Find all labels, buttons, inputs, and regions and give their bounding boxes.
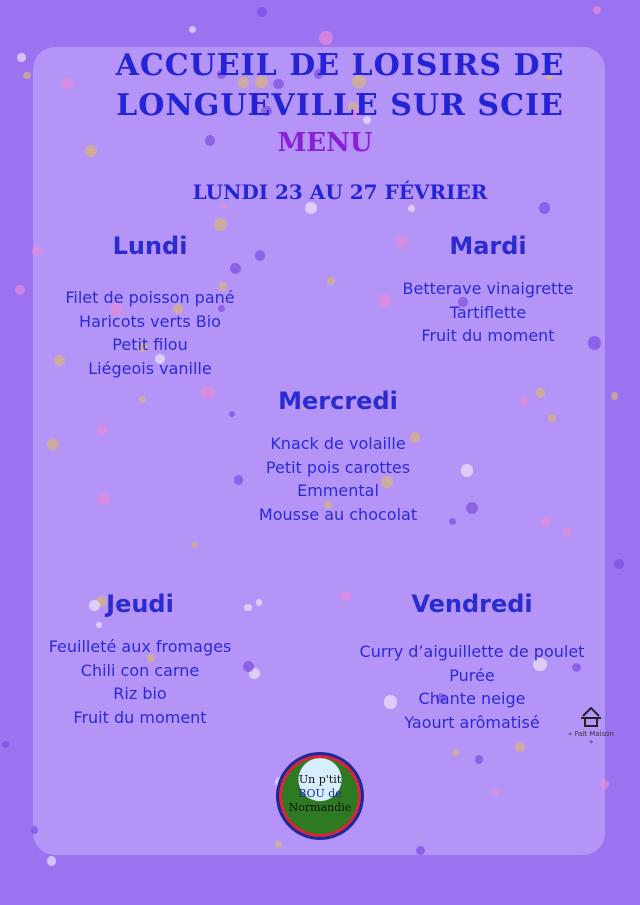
- confetti-dot: [257, 7, 267, 17]
- menu-item: Betterave vinaigrette: [402, 279, 574, 298]
- menu-item: Yaourt arômatisé: [404, 712, 540, 732]
- confetti-dot: [97, 425, 107, 435]
- confetti-dot: [256, 599, 262, 605]
- confetti-dot: [600, 780, 610, 790]
- confetti-dot: [475, 755, 483, 763]
- confetti-dot: [214, 218, 227, 231]
- items-mardi: [358, 277, 618, 348]
- items-mercredi: [208, 432, 468, 526]
- day-lundi: Lundi: [112, 232, 188, 260]
- day-vendredi: Vendredi: [411, 590, 533, 618]
- confetti-dot: [341, 591, 350, 600]
- confetti-dot: [611, 392, 618, 399]
- confetti-dot: [452, 749, 459, 756]
- logo-line: Normandie: [288, 801, 352, 814]
- menu-item: Riz bio: [113, 684, 167, 703]
- title-line-1: ACCUEIL DE LOISIRS DE: [115, 48, 565, 83]
- items-lundi: [20, 286, 280, 380]
- menu-item: Liégeois vanille: [88, 358, 212, 378]
- un-ptit-bou-de-normandie-logo: [276, 752, 364, 840]
- menu-item: Petit pois carottes: [265, 457, 411, 477]
- menu-item: Tartiflette: [449, 302, 527, 322]
- logo-line: Un p'tit: [298, 773, 342, 786]
- menu-item: Knack de volaille: [270, 434, 406, 453]
- menu-item: Curry d’aiguillette de poulet: [359, 642, 585, 661]
- menu-heading: MENU: [277, 128, 373, 158]
- menu-item: Petit filou: [112, 335, 188, 354]
- confetti-dot: [541, 517, 551, 527]
- fait-maison-label: « Fait Maison »: [568, 730, 614, 746]
- fait-maison-badge: [566, 706, 616, 746]
- confetti-dot: [192, 542, 198, 548]
- menu-item: Feuilleté aux fromages: [48, 637, 232, 656]
- confetti-dot: [536, 388, 546, 398]
- confetti-dot: [47, 856, 57, 866]
- confetti-dot: [614, 559, 624, 569]
- confetti-dot: [563, 527, 571, 535]
- menu-item: Fruit du moment: [421, 326, 555, 345]
- items-jeudi: [10, 635, 270, 729]
- confetti-dot: [593, 6, 601, 14]
- confetti-dot: [205, 135, 215, 145]
- confetti-dot: [47, 439, 58, 450]
- menu-item: Chante neige: [418, 689, 526, 708]
- confetti-dot: [98, 493, 109, 504]
- menu-item: Haricots verts Bio: [79, 311, 221, 331]
- menu-item: Fruit du moment: [73, 707, 207, 727]
- confetti-dot: [327, 277, 335, 285]
- day-mardi: Mardi: [449, 232, 527, 260]
- title-line-2: LONGUEVILLE SUR SCIE: [116, 88, 564, 123]
- menu-item: Filet de poisson pané: [65, 288, 235, 307]
- confetti-dot: [189, 26, 196, 33]
- confetti-dot: [85, 145, 97, 157]
- date-range: LUNDI 23 AU 27 FÉVRIER: [192, 180, 488, 204]
- house-icon: [579, 706, 603, 728]
- menu-item: Emmental: [297, 481, 379, 500]
- confetti-dot: [319, 31, 333, 45]
- day-jeudi: Jeudi: [106, 590, 174, 618]
- confetti-dot: [492, 789, 499, 796]
- confetti-dot: [416, 846, 425, 855]
- logo-line: BOU de: [298, 787, 342, 800]
- menu-item: Chili con carne: [80, 660, 200, 680]
- confetti-dot: [2, 741, 9, 748]
- menu-item: Purée: [449, 665, 495, 685]
- day-mercredi: Mercredi: [278, 387, 398, 415]
- confetti-dot: [230, 263, 241, 274]
- menu-item: Mousse au chocolat: [258, 504, 418, 524]
- confetti-dot: [244, 604, 252, 612]
